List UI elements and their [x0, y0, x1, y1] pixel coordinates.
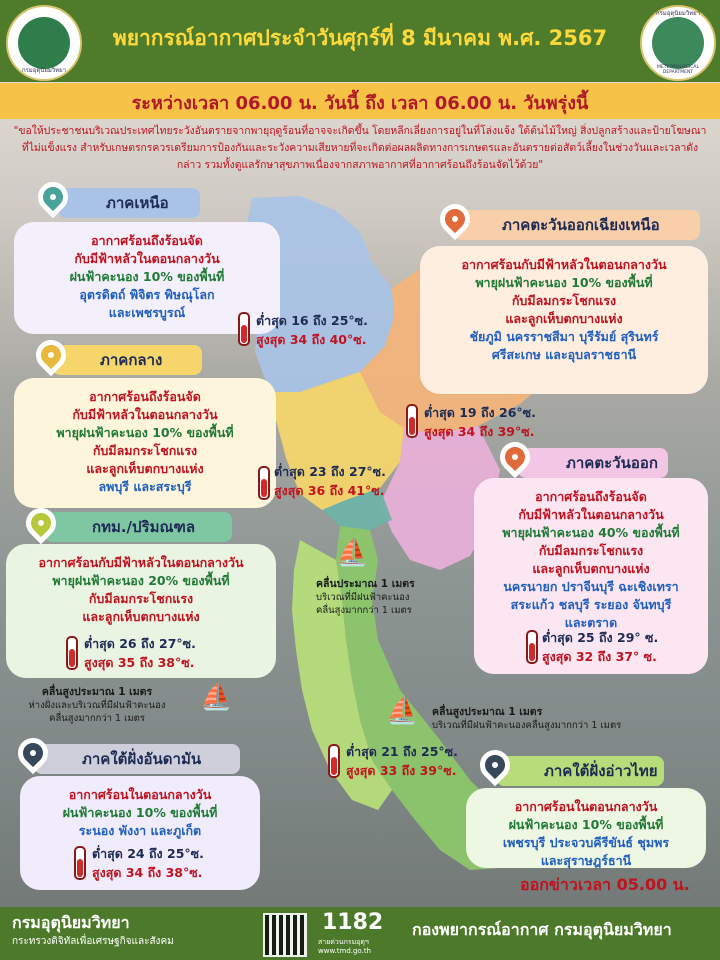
- region-name-northeast: ภาคตะวันออกเฉียงเหนือ: [502, 216, 660, 234]
- south-gulf-line-1: อากาศร้อนในตอนกลางวัน: [514, 799, 658, 814]
- sailboat-icon: ⛵: [200, 682, 233, 712]
- east-line-2: กับมีฟ้าหลัวในตอนกลางวัน: [518, 507, 664, 522]
- temp-northeast-low: ต่ำสุด 19 ถึง 26°ซ.: [424, 405, 536, 420]
- north-line-2: กับมีฟ้าหลัวในตอนกลางวัน: [74, 251, 220, 266]
- wave-gulf-upper-line-2: คลื่นสูงมากกว่า 1 เมตร: [316, 605, 412, 616]
- temp-north-high: สูงสุด 34 ถึง 40°ซ.: [256, 332, 367, 347]
- footer-ministry: กระทรวงดิจิทัลเพื่อเศรษฐกิจและสังคม: [12, 936, 174, 947]
- northeast-line-5: ชัยภูมิ นครราชสีมา บุรีรัมย์ สุรินทร์: [469, 329, 659, 344]
- east-line-8: และตราด: [564, 615, 618, 630]
- south-gulf-line-2: ฝนฟ้าคะนอง 10% ของพื้นที่: [508, 817, 664, 832]
- northeast-line-4: และลูกเห็บตกบางแห่ง: [505, 311, 623, 326]
- qr-code-icon[interactable]: [263, 913, 307, 957]
- south-andaman-line-1: อากาศร้อนในตอนกลางวัน: [68, 787, 212, 802]
- northeast-line-1: อากาศร้อนกับมีฟ้าหลัวในตอนกลางวัน: [461, 257, 667, 272]
- temp-north-low: ต่ำสุด 16 ถึง 25°ซ.: [256, 313, 368, 328]
- forecast-card-central: [14, 378, 276, 508]
- temp-south-gulf-high: สูงสุด 33 ถึง 39°ซ.: [346, 763, 457, 778]
- footer-division: กองพยากรณ์อากาศ กรมอุตุนิยมวิทยา: [412, 920, 672, 939]
- logo-right-caption: กรมอุตุนิยมวิทยา: [655, 10, 701, 17]
- thermometer-icon: [406, 404, 418, 438]
- temp-east-high: สูงสุด 32 ถึง 37° ซ.: [542, 649, 657, 664]
- hotline-label: สายด่วนกรมอุตุฯ: [318, 938, 369, 946]
- north-line-5: และเพชรบูรณ์: [108, 305, 186, 320]
- central-line-6: ลพบุรี และสระบุรี: [98, 479, 192, 494]
- region-name-central: ภาคกลาง: [100, 351, 163, 369]
- thermometer-icon: [74, 846, 86, 880]
- region-label-south-andaman: [34, 744, 240, 774]
- temp-northeast: [424, 403, 536, 441]
- north-line-1: อากาศร้อนถึงร้อนจัด: [91, 233, 203, 248]
- logo-left-caption: กรมอุตุนิยมวิทยา: [21, 67, 67, 74]
- wave-gulf-lower-line-1: บริเวณที่มีฝนฟ้าคะนองคลื่นสูงมากกว่า 1 เมตร: [432, 720, 622, 731]
- issued-time: ออกข่าวเวลา 05.00 น.: [520, 875, 690, 894]
- wave-andaman-line-2: คลื่นสูงมากกว่า 1 เมตร: [49, 713, 145, 724]
- temp-northeast-high: สูงสุด 34 ถึง 39°ซ.: [424, 424, 535, 439]
- thermometer-icon: [238, 312, 250, 346]
- northeast-line-3: กับมีลมกระโชกแรง: [511, 293, 617, 308]
- wave-info-andaman: [4, 686, 190, 725]
- central-line-5: และลูกเห็บตกบางแห่ง: [86, 461, 204, 476]
- wave-andaman-title: คลื่นสูงประมาณ 1 เมตร: [41, 686, 153, 698]
- region-label-north: [58, 188, 200, 218]
- wave-gulf-upper-title: คลื่นประมาณ 1 เมตร: [316, 578, 415, 590]
- region-name-south-andaman: ภาคใต้ฝั่งอันดามัน: [82, 750, 202, 768]
- footer-org: กรมอุตุนิยมวิทยา: [12, 913, 130, 932]
- temp-bangkok-low: ต่ำสุด 26 ถึง 27°ซ.: [84, 636, 196, 651]
- temp-bangkok-high: สูงสุด 35 ถึง 38°ซ.: [84, 655, 195, 670]
- region-label-northeast: [454, 210, 700, 240]
- region-name-north: ภาคเหนือ: [106, 194, 169, 212]
- warning-text: "ขอให้ประชาชนบริเวณประเทศไทยระวังอันตรายจากพายุฤดูร้อนที่อาจจะเกิดขึ้น โดยหลีกเลี่ยงการอยู่ในที่โล่งแจ้ง ใต้ต้นไม้ใหญ่ สิ่งปลูกสร้างและป้ายโฆษณาที่ไม่แข็งแรง สำหรับเกษตรกรควรเตรียมการป้องกันและระวังความเสียหายที่จะเกิดต่อผลผลิตทางการเกษตรและอันตรายต่อสัตว์เลี้ยงในช่วงวันและเวลาดังกล่าว รวมทั้งดูแลรักษาสุขภาพเนื่องจากสภาพอากาศที่อากาศร้อนถึงร้อนจัดไว้ด้วย": [13, 125, 707, 171]
- temp-central: [274, 462, 386, 500]
- south-andaman-line-2: ฝนฟ้าคะนอง 10% ของพื้นที่: [62, 805, 218, 820]
- east-line-6: นครนายก ปราจีนบุรี ฉะเชิงเทรา: [503, 579, 679, 594]
- forecast-card-northeast: [420, 246, 708, 394]
- thermometer-icon: [526, 630, 538, 664]
- east-line-1: อากาศร้อนถึงร้อนจัด: [535, 489, 647, 504]
- page-title: พยากรณ์อากาศประจำวันศุกร์ที่ 8 มีนาคม พ.ศ. 2567: [112, 26, 608, 50]
- wave-gulf-lower-title: คลื่นสูงประมาณ 1 เมตร: [432, 706, 543, 718]
- region-name-south-gulf: ภาคใต้ฝั่งอ่าวไทย: [544, 762, 658, 780]
- thermometer-icon: [66, 636, 78, 670]
- period-text: ระหว่างเวลา 06.00 น. วันนี้ ถึง เวลา 06.00 น. วันพรุ่งนี้: [131, 93, 589, 114]
- temp-south-andaman-high: สูงสุด 34 ถึง 38°ซ.: [92, 865, 203, 880]
- bangkok-line-2: พายุฝนฟ้าคะนอง 20% ของพื้นที่: [52, 573, 230, 588]
- temp-central-high: สูงสุด 36 ถึง 41°ซ.: [274, 483, 385, 498]
- north-line-3: ฝนฟ้าคะนอง 10% ของพื้นที่: [69, 269, 225, 284]
- east-line-7: สระแก้ว ชลบุรี ระยอง จันทบุรี: [510, 597, 672, 612]
- region-label-east: [518, 448, 668, 478]
- sailboat-icon: ⛵: [386, 696, 419, 726]
- region-label-south-gulf: [496, 756, 664, 786]
- central-line-1: อากาศร้อนถึงร้อนจัด: [89, 389, 201, 404]
- tmd-seal-logo-right: [640, 5, 716, 81]
- central-line-3: พายุฝนฟ้าคะนอง 10% ของพื้นที่: [56, 425, 234, 440]
- tmd-seal-logo-left: [6, 5, 82, 81]
- logo-right-subcaption: METEOROLOGICAL DEPARTMENT: [657, 65, 699, 75]
- northeast-line-6: ศรีสะเกษ และอุบลราชธานี: [491, 347, 637, 362]
- east-line-5: และลูกเห็บตกบางแห่ง: [532, 561, 650, 576]
- bangkok-line-4: และลูกเห็บตกบางแห่ง: [82, 609, 200, 624]
- temp-south-andaman: [92, 844, 204, 882]
- region-label-bangkok: [44, 512, 232, 542]
- central-line-4: กับมีลมกระโชกแรง: [92, 443, 198, 458]
- hotline-sub: [318, 938, 371, 956]
- northeast-line-2: พายุฝนฟ้าคะนอง 10% ของพื้นที่: [475, 275, 653, 290]
- south-gulf-line-3: เพชรบุรี ประจวบคีรีขันธ์ ชุมพร: [502, 835, 670, 850]
- bangkok-line-3: กับมีลมกระโชกแรง: [88, 591, 194, 606]
- central-line-2: กับมีฟ้าหลัวในตอนกลางวัน: [72, 407, 218, 422]
- wave-info-gulf-lower: [432, 706, 621, 732]
- thermometer-icon: [328, 744, 340, 778]
- wave-gulf-upper-line-1: บริเวณที่มีฝนฟ้าคะนอง: [316, 592, 410, 603]
- east-line-4: กับมีลมกระโชกแรง: [538, 543, 644, 558]
- temp-east: [542, 628, 658, 666]
- east-line-3: พายุฝนฟ้าคะนอง 40% ของพื้นที่: [502, 525, 680, 540]
- north-line-4: อุตรดิตถ์ พิจิตร พิษณุโลก: [79, 287, 215, 302]
- forecast-card-south-gulf: [466, 788, 706, 868]
- thermometer-icon: [258, 466, 270, 500]
- bangkok-line-1: อากาศร้อนกับมีฟ้าหลัวในตอนกลางวัน: [38, 555, 244, 570]
- sailboat-icon: ⛵: [336, 538, 369, 568]
- temp-bangkok: [84, 634, 196, 672]
- temp-east-low: ต่ำสุด 25 ถึง 29° ซ.: [542, 630, 659, 645]
- temp-south-gulf-low: ต่ำสุด 21 ถึง 25°ซ.: [346, 744, 458, 759]
- wave-info-gulf-upper: [316, 578, 415, 617]
- region-name-bangkok: กทม./ปริมณฑล: [92, 518, 196, 536]
- south-gulf-line-4: และสุราษฎร์ธานี: [540, 853, 632, 868]
- temp-north: [256, 311, 368, 349]
- temp-central-low: ต่ำสุด 23 ถึง 27°ซ.: [274, 464, 386, 479]
- region-name-east: ภาคตะวันออก: [566, 454, 658, 472]
- region-label-central: [52, 345, 202, 375]
- wave-andaman-line-1: ห่างฝั่งและบริเวณที่มีฝนฟ้าคะนอง: [28, 700, 166, 711]
- temp-south-gulf: [346, 742, 458, 780]
- south-andaman-line-3: ระนอง พังงา และภูเก็ต: [78, 823, 202, 838]
- website-link[interactable]: www.tmd.go.th: [318, 947, 371, 955]
- temp-south-andaman-low: ต่ำสุด 24 ถึง 25°ซ.: [92, 846, 204, 861]
- hotline-number: 1182: [322, 910, 384, 935]
